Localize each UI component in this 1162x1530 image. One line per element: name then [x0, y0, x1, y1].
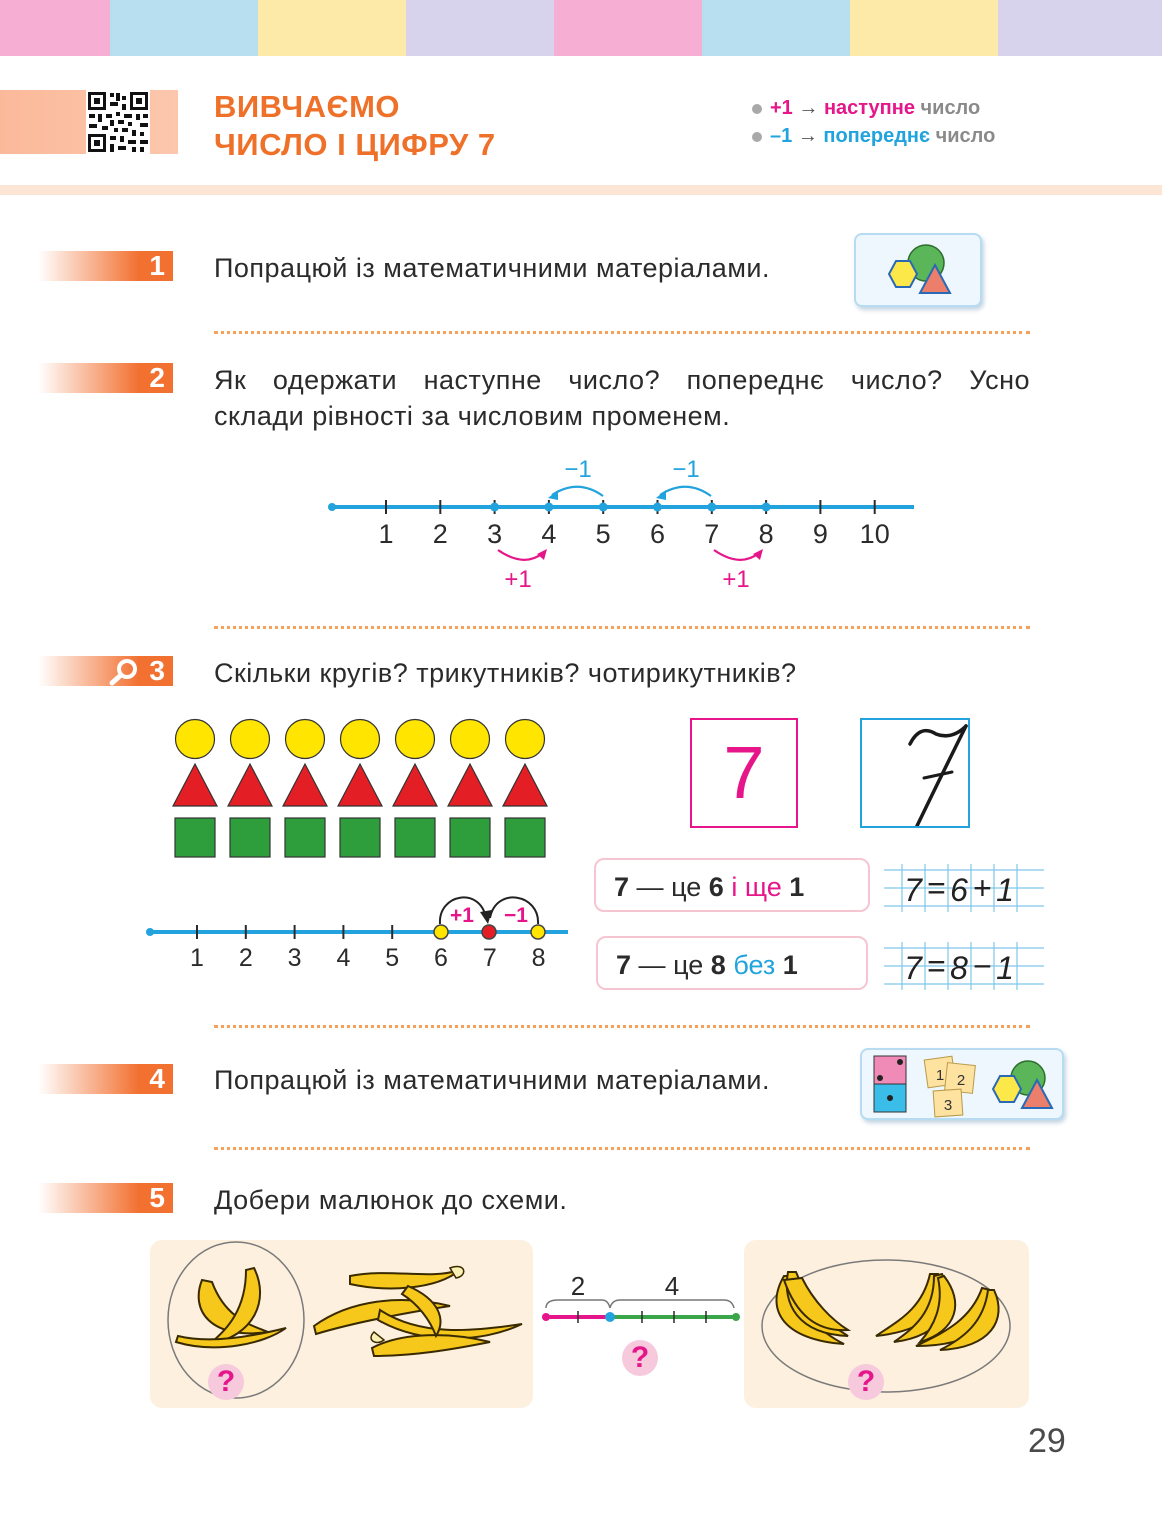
- header-stripe: [110, 0, 258, 56]
- tick-label: 3: [287, 944, 302, 972]
- handwritten-equations: [884, 864, 1044, 994]
- task-2-text: [214, 362, 1030, 434]
- header-stripe: [258, 0, 406, 56]
- number-point: [599, 503, 608, 512]
- equation-box-minus: [596, 936, 868, 990]
- hw-char: 7: [904, 872, 922, 908]
- tick-label: 5: [385, 944, 400, 972]
- legend-sign: –1: [770, 125, 793, 147]
- number-point: [544, 503, 553, 512]
- task-5-text: Добери малюнок до схеми.: [214, 1185, 568, 1215]
- equation-box-plus: [594, 858, 870, 912]
- shapes-grid: [170, 712, 550, 862]
- number-point: [762, 503, 771, 512]
- legend-term: наступне: [823, 97, 915, 119]
- eq-conj: і ще: [731, 872, 782, 902]
- circle-shape: [341, 720, 380, 759]
- eq-value: 7: [614, 872, 630, 902]
- separator: [214, 331, 1030, 334]
- triangle-shape: [173, 764, 217, 806]
- legend-arrow: →: [797, 125, 818, 147]
- eq-value: 7: [616, 950, 632, 980]
- question-mark-left: ?: [208, 1364, 244, 1400]
- number-point: [707, 503, 716, 512]
- legend-rest: число: [920, 97, 981, 119]
- plus-arc: [498, 550, 543, 560]
- circle-shape: [506, 720, 545, 759]
- page-title: [214, 88, 496, 164]
- triangle-shape: [228, 764, 272, 806]
- banana-icon: [176, 1268, 286, 1347]
- tick-label: 8: [758, 519, 774, 549]
- triangle-shape: [448, 764, 492, 806]
- hw-char: 1: [996, 950, 1014, 986]
- brace: [546, 1300, 610, 1308]
- plus-label: +1: [450, 904, 474, 927]
- number-point: [490, 503, 499, 512]
- plus-arc: [714, 550, 759, 560]
- circle-shape: [286, 720, 325, 759]
- number-line-2: [140, 880, 580, 980]
- brace: [610, 1300, 734, 1308]
- task-number-3: [38, 656, 173, 686]
- task-number-4: 4: [38, 1064, 173, 1094]
- task-number-1: 1: [38, 251, 173, 281]
- bullet-icon: [752, 104, 762, 114]
- minus-arc: [552, 487, 603, 496]
- hw-char: =: [926, 948, 946, 984]
- circle-shape: [396, 720, 435, 759]
- square-shape: [340, 818, 380, 857]
- number-line-origin: [328, 503, 336, 511]
- legend-previous: [752, 125, 995, 148]
- number-line-origin: [146, 928, 154, 936]
- circle-shape: [176, 720, 215, 759]
- square-shape: [450, 818, 490, 857]
- hw-char: 7: [904, 950, 922, 986]
- picture-option-right[interactable]: [744, 1240, 1029, 1408]
- printed-digit: 7: [723, 731, 765, 814]
- header-stripe: [406, 0, 554, 56]
- tick-label: 7: [482, 944, 497, 972]
- qr-code-icon[interactable]: [86, 90, 150, 154]
- point-6: [434, 925, 448, 939]
- handwritten-digit-box: [860, 718, 970, 828]
- tick-label: 6: [649, 519, 666, 549]
- tick-label: 1: [378, 519, 394, 549]
- question-mark-scheme: ?: [622, 1340, 658, 1376]
- tick-label: 10: [859, 519, 890, 549]
- arrow-head: [537, 549, 547, 560]
- tick-label: 2: [432, 519, 448, 549]
- hw-char: +: [972, 870, 992, 906]
- banana-icon: [876, 1274, 999, 1350]
- printed-digit-box: [690, 718, 798, 828]
- banana-icon: [777, 1272, 849, 1344]
- tick-label: 1: [190, 944, 204, 972]
- task-2-line: Як одержати наступне число? попереднє число? Усно: [214, 365, 1030, 395]
- header-stripe: [0, 0, 110, 56]
- magnifier-icon: [107, 656, 143, 686]
- separator: [214, 1025, 1030, 1028]
- materials-button[interactable]: [860, 1048, 1064, 1120]
- circle-shape: [451, 720, 490, 759]
- number-cards-icon: [924, 1056, 975, 1117]
- header-stripe: [850, 0, 998, 56]
- card-label: 3: [943, 1097, 953, 1114]
- bullet-icon: [752, 132, 762, 142]
- hw-char: 6: [950, 872, 968, 908]
- circle-shape: [231, 720, 270, 759]
- plus-label: +1: [504, 566, 532, 593]
- square-shape: [395, 818, 435, 857]
- point-7: [482, 925, 496, 939]
- eq-dash: —: [636, 872, 664, 902]
- tick-label: 3: [487, 519, 503, 549]
- square-shape: [285, 818, 325, 857]
- task-number-label: 3: [149, 655, 165, 686]
- legend-sign: +1: [770, 97, 793, 119]
- page-number: 29: [1028, 1422, 1066, 1460]
- separator: [214, 1147, 1030, 1150]
- plus-label: +1: [722, 566, 750, 593]
- tick-label: 9: [812, 519, 828, 549]
- eq-word: це: [671, 872, 702, 902]
- task-4-text: Попрацюй із математичними матеріалами.: [214, 1065, 770, 1095]
- task-2-line: склади рівності за числовим променем.: [214, 401, 731, 431]
- header-underline: [0, 185, 1162, 195]
- eq-value: 8: [710, 950, 726, 980]
- point-8: [531, 925, 545, 939]
- scheme-part-2: 4: [664, 1271, 680, 1301]
- hw-char: 1: [996, 872, 1014, 908]
- banana-icon: [314, 1270, 522, 1356]
- tick-label: 4: [541, 519, 557, 549]
- scheme-diagram: [536, 1268, 746, 1338]
- number-line-1: [320, 450, 920, 600]
- legend-arrow: →: [798, 97, 819, 119]
- arrow-head: [548, 490, 558, 500]
- arrow-head: [753, 549, 763, 560]
- arrow-head: [656, 490, 666, 500]
- legend-rest: число: [935, 125, 996, 147]
- card-label: 2: [956, 1072, 966, 1089]
- tick-label: 4: [336, 944, 351, 972]
- triangle-shape: [503, 764, 547, 806]
- eq-conj: без: [733, 950, 776, 980]
- legend-term: попереднє: [823, 125, 931, 147]
- tick-label: 2: [238, 944, 253, 972]
- square-shape: [505, 818, 545, 857]
- shapes-icon: [856, 235, 980, 305]
- eq-value: 6: [708, 872, 724, 902]
- triangle-shape: [393, 764, 437, 806]
- separator: [214, 626, 1030, 629]
- header-stripe: [998, 0, 1162, 56]
- eq-value: 1: [782, 950, 798, 980]
- eq-value: 1: [789, 872, 805, 902]
- shapes-icon: [993, 1061, 1052, 1108]
- handwritten-digit: [862, 720, 968, 826]
- task-1-text: Попрацюй із математичними матеріалами.: [214, 253, 770, 283]
- scheme-part-1: 2: [570, 1271, 586, 1301]
- square-shape: [230, 818, 270, 857]
- task-3-text: Скільки кругів? трикутників? чотирикутників?: [214, 658, 797, 688]
- tick-label: 7: [704, 519, 720, 549]
- title-line: ЧИСЛО І ЦИФРУ 7: [214, 127, 496, 162]
- task-number-5: 5: [38, 1183, 173, 1213]
- minus-arc: [660, 487, 711, 496]
- card-label: 1: [935, 1067, 945, 1084]
- square-shape: [175, 818, 215, 857]
- task-number-2: 2: [38, 363, 173, 393]
- eq-word: це: [673, 950, 704, 980]
- tick-label: 5: [595, 519, 611, 549]
- materials-icon: [862, 1050, 1062, 1118]
- hw-char: 8: [950, 950, 968, 986]
- triangle-shape: [338, 764, 382, 806]
- materials-button[interactable]: [854, 233, 982, 307]
- bananas-right: [744, 1240, 1029, 1408]
- header-stripe: [554, 0, 702, 56]
- question-mark-right: ?: [848, 1364, 884, 1400]
- title-line: ВИВЧАЄМО: [214, 89, 401, 124]
- minus-label: −1: [504, 904, 528, 927]
- number-point: [653, 503, 662, 512]
- minus-label: −1: [672, 456, 700, 483]
- minus-label: −1: [564, 456, 592, 483]
- legend-next: [752, 97, 980, 120]
- tick-label: 8: [531, 944, 546, 972]
- hw-char: −: [972, 948, 992, 984]
- header-stripe: [702, 0, 850, 56]
- hw-char: =: [926, 870, 946, 906]
- triangle-shape: [283, 764, 327, 806]
- eq-dash: —: [638, 950, 666, 980]
- tick-label: 6: [434, 944, 448, 972]
